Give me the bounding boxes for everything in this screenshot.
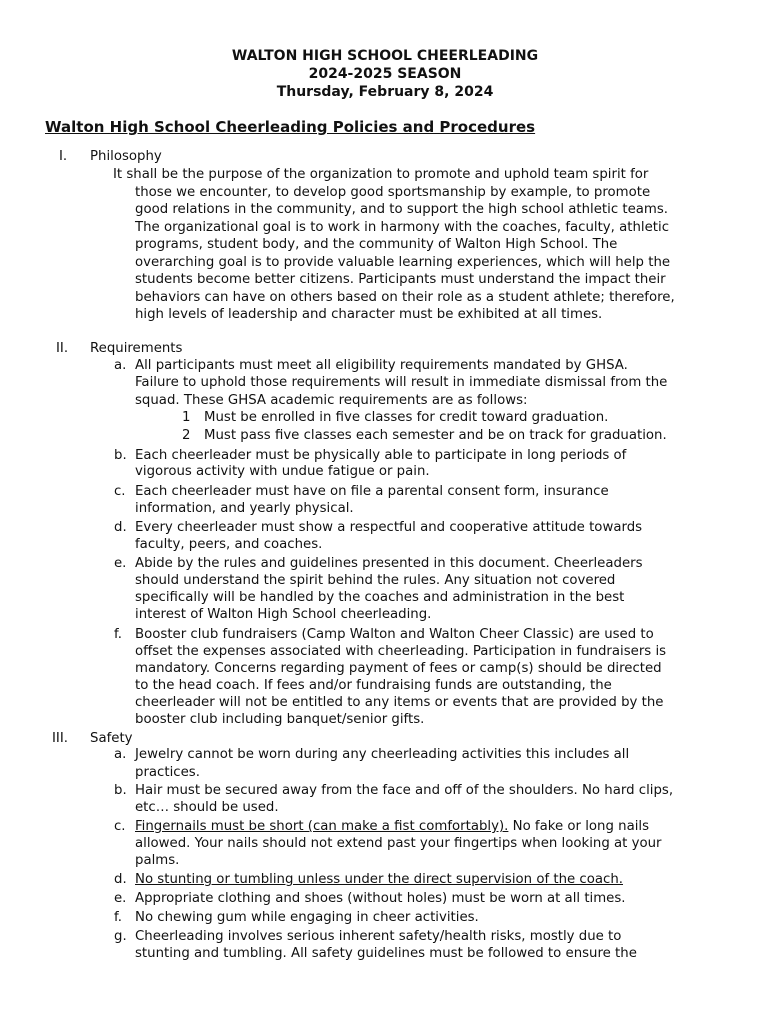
list-marker: f. <box>114 910 122 925</box>
requirement-line: Abide by the rules and guidelines presented in this document. Cheerleaders <box>135 556 643 571</box>
list-marker: b. <box>114 783 127 798</box>
safety-line: palms. <box>135 853 180 868</box>
list-marker: c. <box>114 484 126 499</box>
requirement-subitem: Must pass five classes each semester and be on track for graduation. <box>204 428 667 443</box>
philosophy-line: programs, student body, and the community of Walton High School. The <box>135 237 618 252</box>
list-marker: 2 <box>182 428 191 443</box>
requirement-line: Failure to uphold those requirements will result in immediate dismissal from the <box>135 375 668 390</box>
requirement-line: offset the expenses associated with cheerleading. Participation in fundraisers is <box>135 644 667 659</box>
requirement-line: Every cheerleader must show a respectful and cooperative attitude towards <box>135 520 643 535</box>
list-marker: e. <box>114 891 127 906</box>
list-marker: b. <box>114 448 127 463</box>
philosophy-line: It shall be the purpose of the organization to promote and uphold team spirit for <box>113 167 649 182</box>
requirement-line: squad. These GHSA academic requirements are as follows: <box>135 393 528 408</box>
list-marker: c. <box>114 819 126 834</box>
requirement-line: information, and yearly physical. <box>135 501 354 516</box>
philosophy-line: overarching goal is to provide valuable learning experiences, which will help the <box>135 255 671 270</box>
safety-heading: Safety <box>90 731 133 746</box>
underlined-rule: No stunting or tumbling unless under the direct supervision of the coach. <box>135 872 623 887</box>
safety-line: No chewing gum while engaging in cheer activities. <box>135 910 479 925</box>
requirement-line: Each cheerleader must be physically able to participate in long periods of <box>135 448 627 463</box>
safety-line-mixed <box>135 818 649 836</box>
safety-line: etc… should be used. <box>135 800 279 815</box>
philosophy-line: high levels of leadership and character must be exhibited at all times. <box>135 307 603 322</box>
safety-line: Hair must be secured away from the face and off of the shoulders. No hard clips, <box>135 783 674 798</box>
philosophy-line: The organizational goal is to work in harmony with the coaches, faculty, athletic <box>135 220 670 235</box>
safety-line: Jewelry cannot be worn during any cheerleading activities this includes all <box>135 747 630 762</box>
list-marker: a. <box>114 747 127 762</box>
requirements-heading: Requirements <box>90 341 183 356</box>
requirement-subitem: Must be enrolled in five classes for credit toward graduation. <box>204 410 609 425</box>
list-marker: a. <box>114 358 127 373</box>
safety-line: stunting and tumbling. All safety guidelines must be followed to ensure the <box>135 946 637 961</box>
requirement-line: specifically will be handled by the coaches and administration in the best <box>135 590 625 605</box>
list-marker: e. <box>114 556 127 571</box>
safety-line: Appropriate clothing and shoes (without holes) must be worn at all times. <box>135 891 626 906</box>
list-marker: 1 <box>182 410 191 425</box>
requirement-line: vigorous activity with undue fatigue or pain. <box>135 464 430 479</box>
philosophy-line: behaviors can have on others based on their role as a student athlete; therefore, <box>135 290 675 305</box>
requirement-line: Each cheerleader must have on file a parental consent form, insurance <box>135 484 609 499</box>
requirement-line: booster club including banquet/senior gifts. <box>135 712 425 727</box>
philosophy-line: students become better citizens. Participants must understand the impact their <box>135 272 666 287</box>
philosophy-heading: Philosophy <box>90 149 162 164</box>
header-line-1: WALTON HIGH SCHOOL CHEERLEADING <box>231 48 539 64</box>
requirements-numeral: II. <box>56 341 69 356</box>
requirement-line: mandatory. Concerns regarding payment of fees or camp(s) should be directed <box>135 661 662 676</box>
safety-line-rest: No fake or long nails <box>508 819 650 834</box>
requirement-line: interest of Walton High School cheerleading. <box>135 607 432 622</box>
requirement-line: to the head coach. If fees and/or fundraising funds are outstanding, the <box>135 678 612 693</box>
header-line-2: 2024-2025 SEASON <box>308 66 462 82</box>
safety-numeral: III. <box>52 731 68 746</box>
requirement-line: cheerleader will not be entitled to any items or events that are provided by the <box>135 695 664 710</box>
list-marker: d. <box>114 520 127 535</box>
list-marker: f. <box>114 627 122 642</box>
requirement-line: All participants must meet all eligibility requirements mandated by GHSA. <box>135 358 628 373</box>
requirement-line: should understand the spirit behind the rules. Any situation not covered <box>135 573 616 588</box>
list-marker: g. <box>114 929 127 944</box>
section-title: Walton High School Cheerleading Policies and Procedures <box>45 118 536 136</box>
header-line-3: Thursday, February 8, 2024 <box>276 84 494 100</box>
underlined-rule: Fingernails must be short (can make a fist comfortably). <box>135 819 509 834</box>
requirement-line: Booster club fundraisers (Camp Walton and Walton Cheer Classic) are used to <box>135 627 654 642</box>
philosophy-numeral: I. <box>59 149 68 164</box>
philosophy-line: those we encounter, to develop good sportsmanship by example, to promote <box>135 185 651 200</box>
requirement-line: faculty, peers, and coaches. <box>135 537 323 552</box>
safety-line: allowed. Your nails should not extend past your fingertips when looking at your <box>135 836 662 851</box>
philosophy-line: good relations in the community, and to support the high school athletic teams. <box>135 202 669 217</box>
safety-line: Cheerleading involves serious inherent safety/health risks, mostly due to <box>135 929 622 944</box>
safety-line: practices. <box>135 765 200 780</box>
list-marker: d. <box>114 872 127 887</box>
